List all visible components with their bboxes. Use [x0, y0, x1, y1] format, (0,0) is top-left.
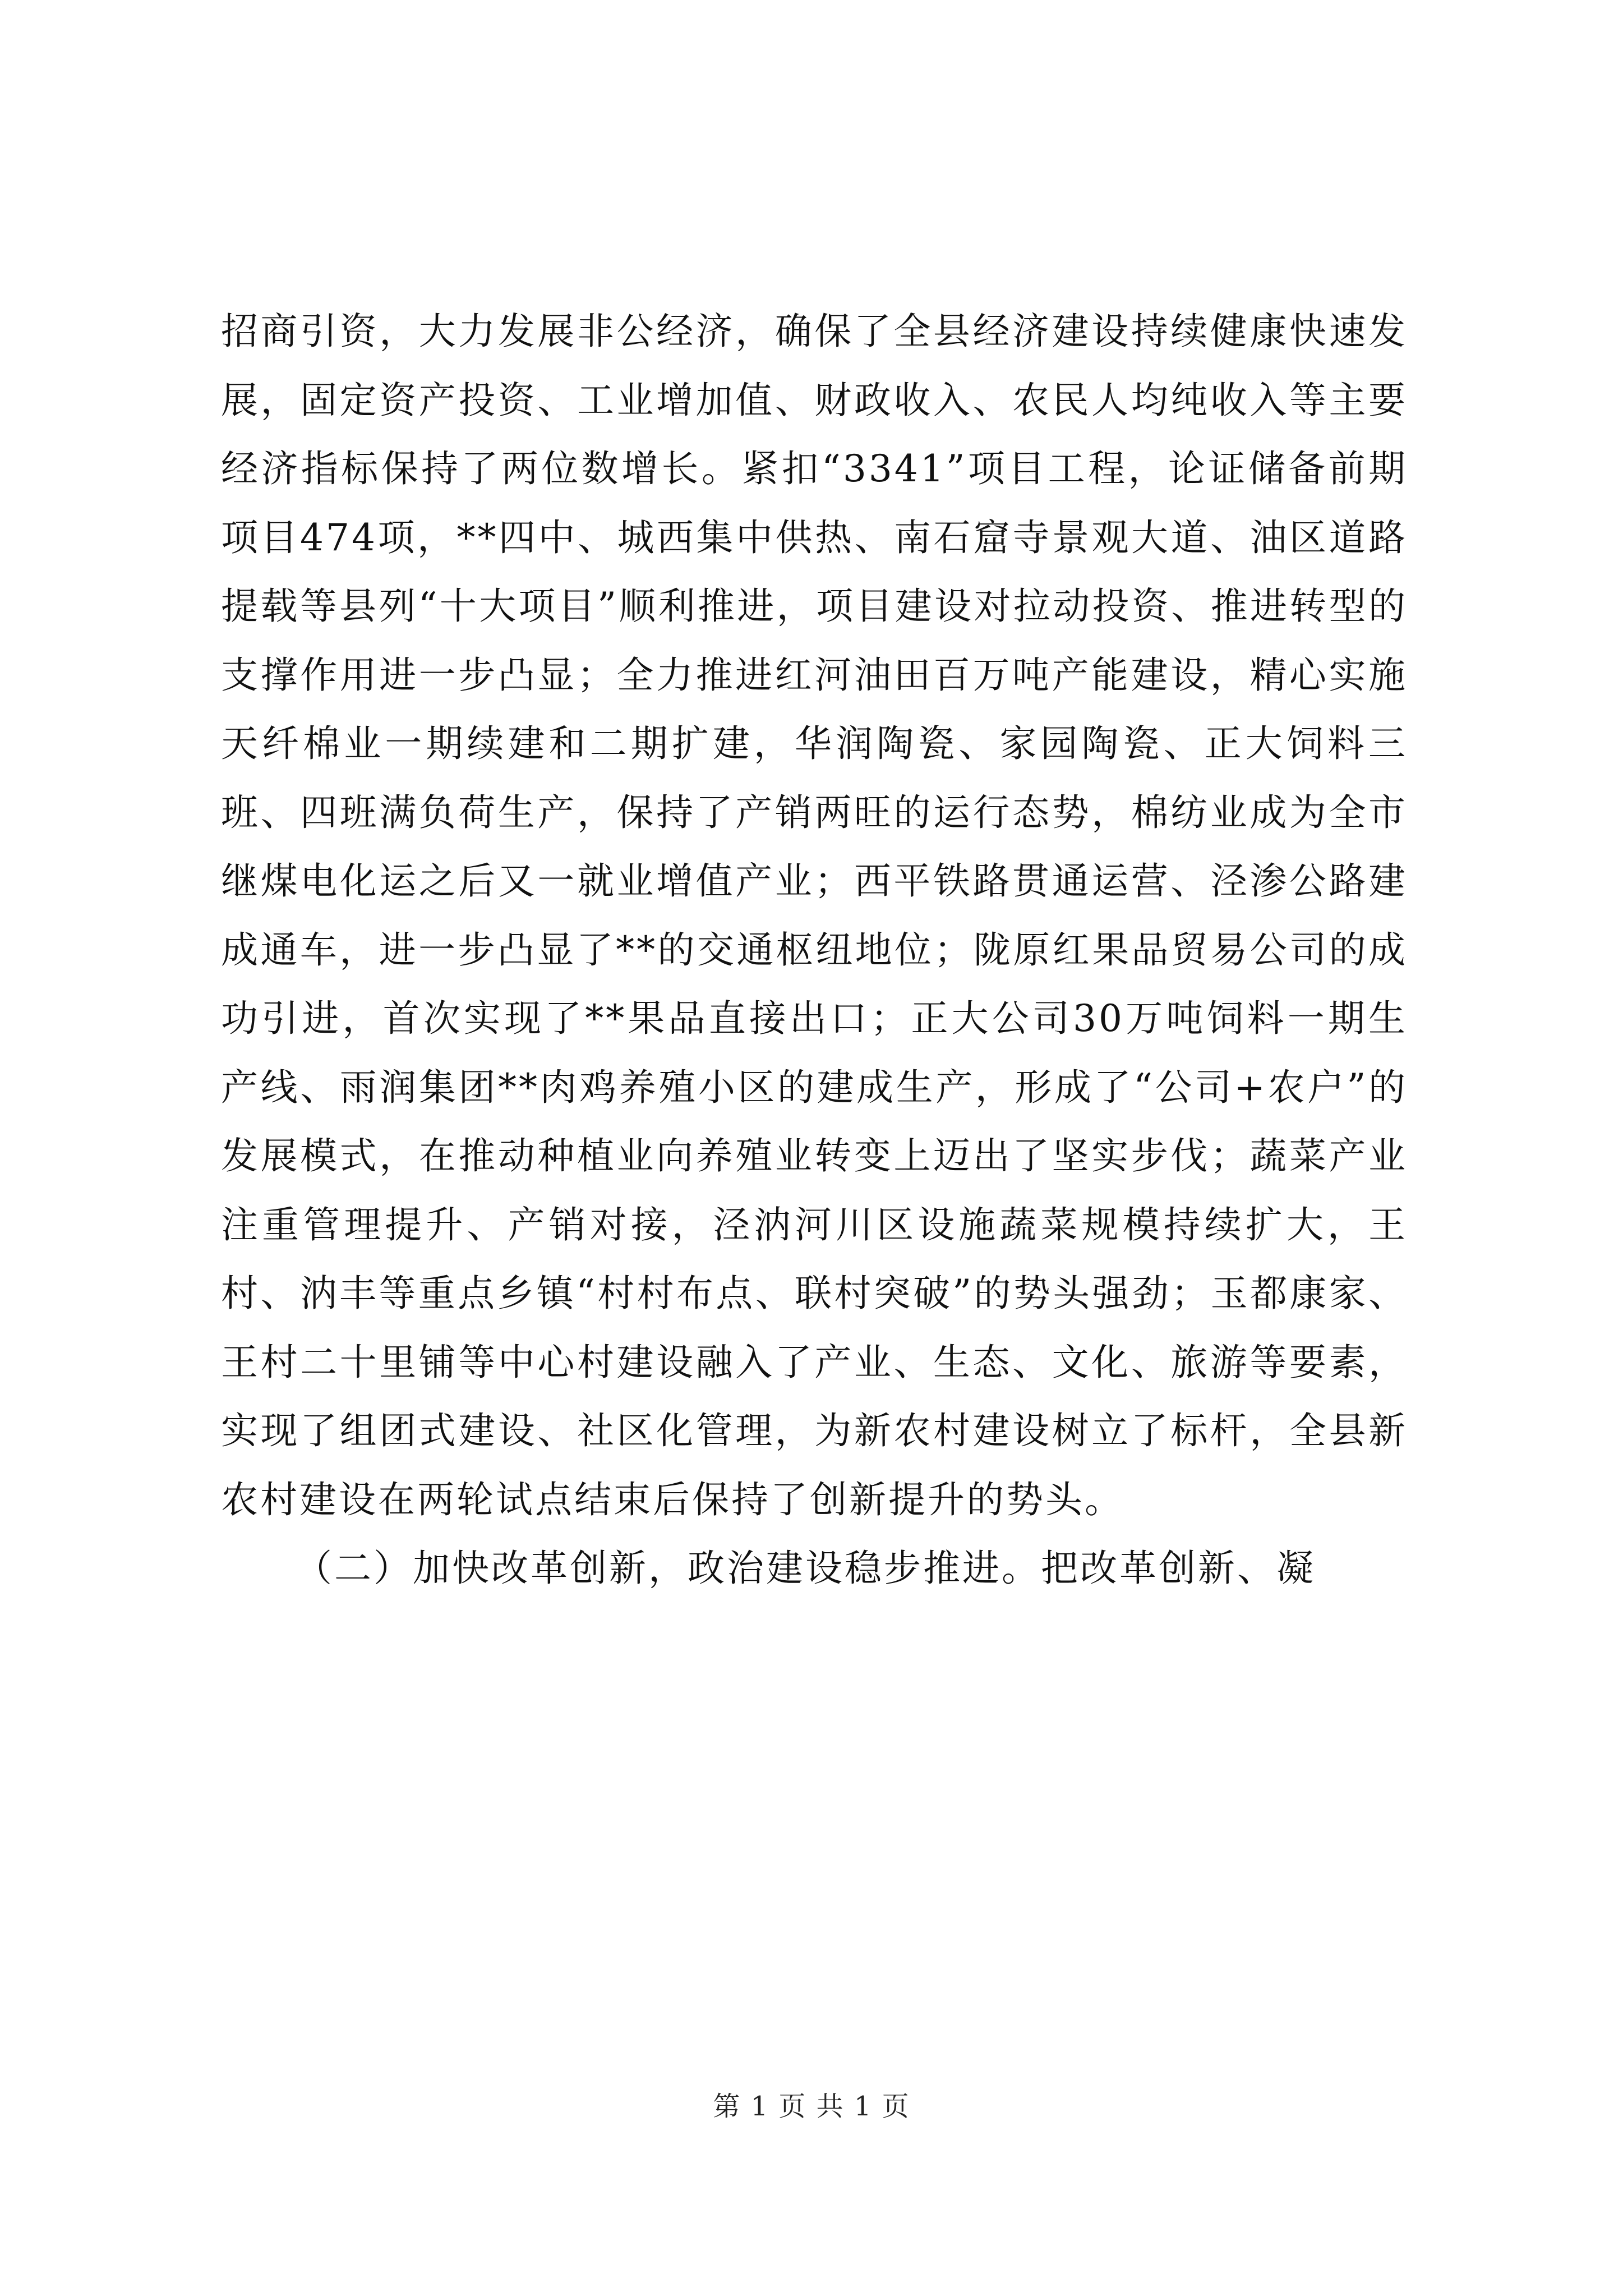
paragraph-2: （二）加快改革创新，政治建设稳步推进。把改革创新、凝 — [295, 1547, 1316, 1590]
paragraph-1: 招商引资，大力发展非公经济，确保了全县经济建设持续健康快速发展，固定资产投资、工业增加值、财政收入、农民人均纯收入等主要经济指标保持了两位数增长。紧扣“3341”项目工程，论证储备前期项目474项，**四中、城西集中供热、南石窟寺景观大道、油区道路提载等县列“十大项目”顺利推进，项目建设对拉动投资、推进转型的支撑作用进一步凸显；全力推进红河油田百万吨产能建设，精心实施天纤棉业一期续建和二期扩建，华润陶瓷、家园陶瓷、正大饲料三班、四班满负荷生产，保持了产销两旺的运行态势，棉纺业成为全市继煤电化运之后又一就业增值产业；西平铁路贯通运营、泾渗公路建成通车，进一步凸显了**的交通枢纽地位；陇原红果品贸易公司的成功引进，首次实现了**果品直接出口；正大公司30万吨饲料一期生产线、雨润集团**肉鸡养殖小区的建成生产，形成了“公司+农户”的发展模式，在推动种植业向养殖业转变上迈出了坚实步伐；蔬菜产业注重管理提升、产销对接，泾汭河川区设施蔬菜规模持续扩大，王村、汭丰等重点乡镇“村村布点、联村突破”的势头强劲；玉都康家、王村二十里铺等中心村建设融入了产业、生态、文化、旅游等要素，实现了组团式建设、社区化管理，为新农村建设树立了标杆，全县新农村建设在两轮试点结束后保持了创新提升的势头。 — [221, 310, 1408, 1521]
document-body — [221, 297, 1408, 1603]
page-footer: 第 1 页 共 1 页 — [713, 2091, 910, 2122]
